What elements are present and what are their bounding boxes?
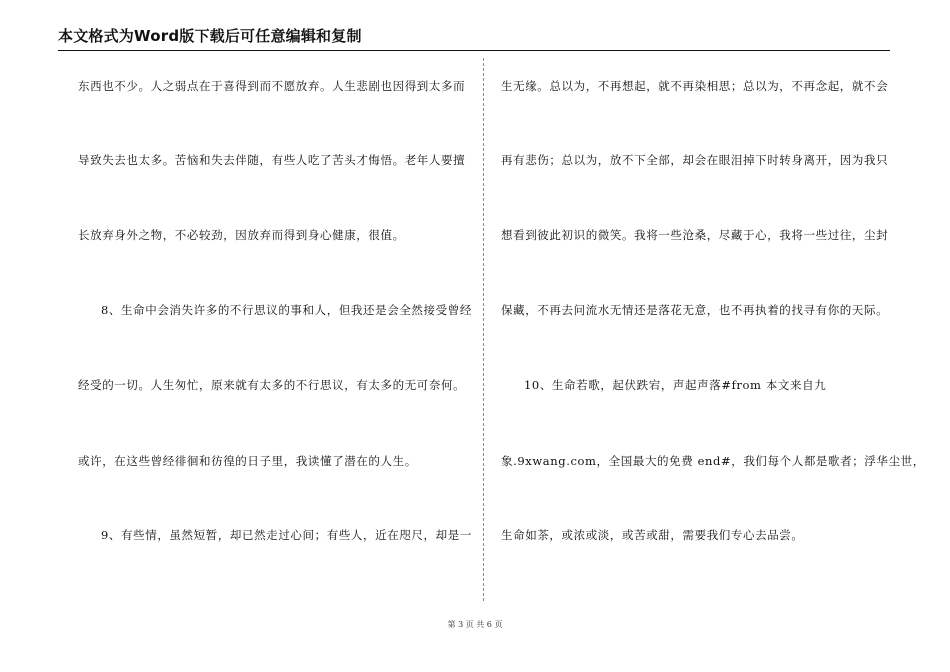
text-line: 生无缘。总以为，不再想起，就不再染相思；总以为，不再念起，就不会 [501,79,889,93]
text-line: 生命如茶，或浓或淡，或苦或甜，需要我们专心去品尝。 [501,528,804,542]
text-line: 象.9xwang.com，全国最大的免费 end#，我们每个人都是歌者；浮华尘世， [501,454,925,468]
document-header [58,20,890,51]
text-line: 或许，在这些曾经徘徊和彷徨的日子里，我读懂了潜在的人生。 [78,454,417,468]
text-line: 9、有些情，虽然短暂，却已然走过心间；有些人，近在咫尺，却是一 [101,528,472,542]
header-title: 本文格式为Word版下载后可任意编辑和复制 [58,27,362,45]
page-number: 第 3 页 共 6 页 [447,620,503,629]
text-line: 经受的一切。人生匆忙，原来就有太多的不行思议，有太多的无可奈何。 [78,378,466,392]
text-line: 10、生命若歌，起伏跌宕，声起声落#from 本文来自九 [524,378,827,392]
text-line: 长放弃身外之物，不必较劲，因放弃而得到身心健康，很值。 [78,228,405,242]
column-divider [483,58,484,601]
text-line: 保藏，不再去问流水无情还是落花无意，也不再执着的找寻有你的天际。 [501,303,889,317]
text-line: 东西也不少。人之弱点在于喜得到而不愿放弃。人生悲剧也因得到太多而 [78,79,466,93]
text-line: 导致失去也太多。苦恼和失去伴随，有些人吃了苦头才悔悟。老年人要擅 [78,153,466,167]
text-line: 8、生命中会消失许多的不行思议的事和人，但我还是会全然接受曾经 [101,303,472,317]
text-line: 再有悲伤；总以为，放不下全部，却会在眼泪掉下时转身离开，因为我只 [501,153,889,167]
text-line: 想看到彼此初识的微笑。我将一些沧桑，尽藏于心，我将一些过往，尘封 [501,228,889,242]
